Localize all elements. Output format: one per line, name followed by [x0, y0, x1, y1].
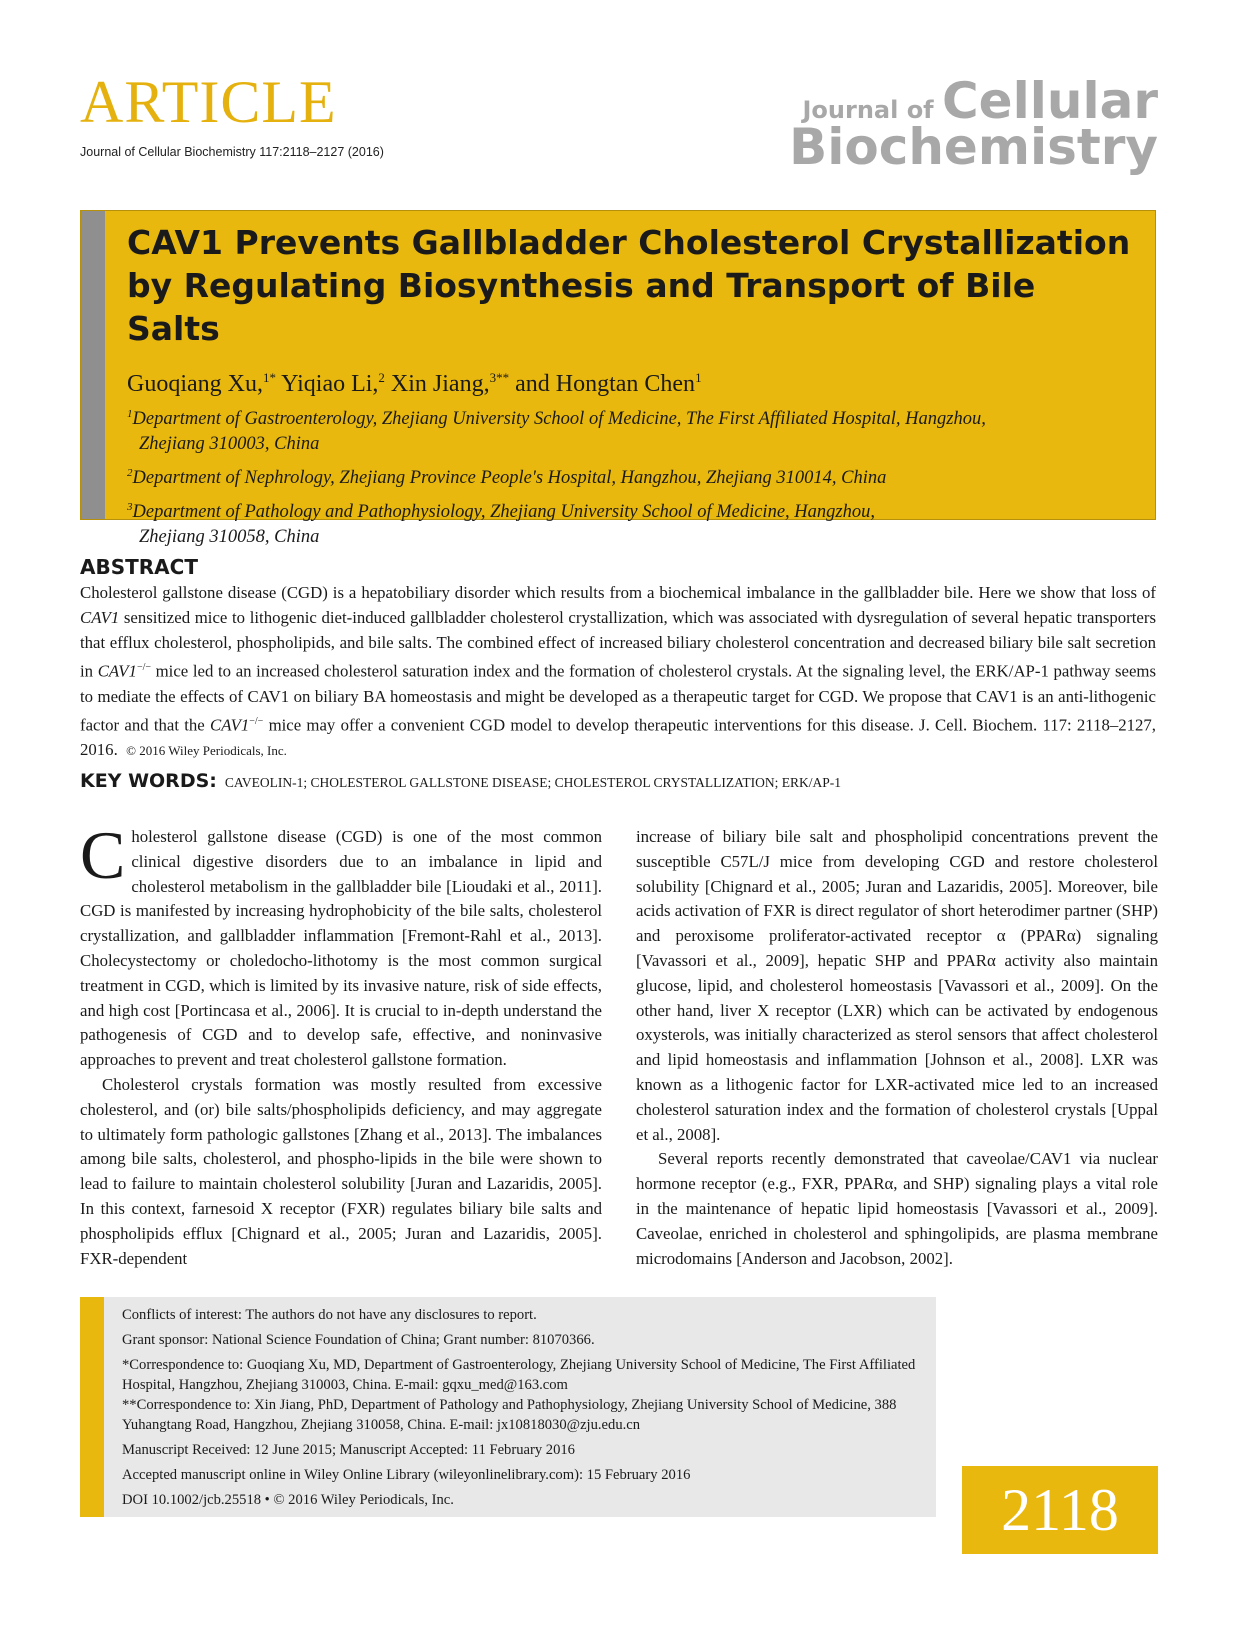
paper-title: CAV1 Prevents Gallbladder Cholesterol Crystallization by Regulating Biosynthesis and Transport of Bile Salts	[127, 223, 1131, 348]
affiliation-number: 3	[127, 501, 133, 514]
grant-note: Grant sponsor: National Science Foundation of China; Grant number: 81070366.	[122, 1332, 595, 1348]
affiliation-1	[127, 402, 1135, 457]
author-affil-marker: 1*	[262, 370, 276, 385]
doi-line: DOI 10.1002/jcb.25518 • © 2016 Wiley Periodicals, Inc.	[122, 1492, 454, 1508]
body-paragraph: increase of biliary bile salt and phospholipid concentrations prevent the susceptible C57L/J mice from developing CGD and restore cholesterol solubility [Chignard et al., 2005; Juran and Lazaridis, 2005]. Moreover, bile acids activation of FXR is direct regulator of short heterodimer partner (SHP) and peroxisome proliferator-activated receptor α (PPARα) signaling [Vavassori et al., 2009], hepatic SHP and PPARα activity also maintain glucose, lipid, and cholesterol homeostasis [Vavassori et al., 2009]. On the other hand, liver X receptor (LXR) which can be activated by endogenous oxysterols, was initially characterized as sterol sensors that affect cholesterol and lipid homeostasis and inflammation [Johnson et al., 2008]. LXR was known as a lithogenic factor for LXR-activated mice led to an increased cholesterol saturation index and the formation of cholesterol crystals [Uppal et al., 2008].	[636, 827, 1158, 1144]
paragraph-text: holesterol gallstone disease (CGD) is one of the most common clinical digestive disorders due to an imbalance in lipid and cholesterol metabolism in the gallbladder bile [Lioudaki et al., 2011]. CGD is manifested by increasing hydrophobicity of the bile salts, cholesterol crystallization, and gallbladder inflammation [Fremont-Rahl et al., 2013]. Cholecystectomy or choledocho-lithotomy is the most common surgical treatment in CGD, which is limited by its invasive nature, risk of side effects, and high cost [Portincasa et al., 2006]. It is crucial to in-depth understand the pathogenesis of CGD and to develop safe, effective, and noninvasive approaches to prevent and treat cholesterol gallstone formation.	[80, 827, 602, 1070]
affiliation-text: Department of Pathology and Pathophysiology, Zhejiang University School of Medicine, Hangzhou,	[132, 502, 875, 523]
abstract-segment: mice led to an increased cholesterol saturation index and the formation of cholesterol crystals. At the signaling level, the ERK/AP-1 pathway seems to mediate the effects of CAV1 on biliary BA homeostasis and might be developed as a therapeutic target for CGD. We propose that CAV1 is an anti-lithogenic factor and that the	[80, 661, 1156, 735]
keywords-value: CAVEOLIN-1; CHOLESTEROL GALLSTONE DISEASE; CHOLESTEROL CRYSTALLIZATION; ERK/AP-1	[224, 775, 842, 790]
footnote-strip	[80, 1297, 104, 1517]
gene-name: CAV1	[80, 608, 120, 627]
conflicts-note: Conflicts of interest: The authors do not have any disclosures to report.	[122, 1307, 537, 1323]
title-block-strip	[81, 211, 105, 519]
logo-cellular: Cellular	[941, 72, 1158, 130]
body-paragraph: Several reports recently demonstrated that caveolae/CAV1 via nuclear hormone receptor (e.g., FXR, PPARα, and SHP) signaling plays a vital role in the maintenance of hepatic lipid homeostasis [Vavassori et al., 2009]. Caveolae, enriched in cholesterol and sphingolipids, are plasma membrane microdomains [Anderson and Jacobson, 2002].	[636, 1149, 1158, 1268]
abstract-segment: sensitized mice to lithogenic diet-induced gallbladder cholesterol crystallization, which was associated with dysregulation of several hepatic transporters that efflux cholesterol, phospholipids, and bile salts. The combined effect of increased biliary cholesterol concentration and decreased biliary bile salt secretion in	[80, 608, 1156, 681]
gene-name: CAV1	[210, 715, 250, 735]
abstract-text	[80, 580, 1156, 763]
author-name: and Hongtan Chen	[509, 371, 696, 397]
author-affil-marker: 1	[695, 370, 702, 385]
affiliation-3	[127, 495, 1135, 550]
logo-biochemistry: Biochemistry	[789, 118, 1158, 176]
title-block	[80, 210, 1156, 548]
manuscript-dates: Manuscript Received: 12 June 2015; Manuscript Accepted: 11 February 2016	[122, 1442, 575, 1458]
author-affil-marker: 3**	[489, 370, 510, 385]
logo-journal-of: Journal of	[802, 96, 934, 124]
footnote-box	[80, 1297, 936, 1517]
page-number: 2118	[962, 1466, 1158, 1554]
author-name: Yiqiao Li,	[275, 371, 379, 397]
affiliation-text-cont: Zhejiang 310058, China	[139, 527, 320, 548]
drop-cap: C	[80, 817, 126, 893]
correspondence-1: *Correspondence to: Guoqiang Xu, MD, Department of Gastroenterology, Zhejiang University School of Medicine, The First Affiliated Hospital, Hangzhou, Zhejiang 310003, China. E-mail: gqxu_med@163.com	[122, 1357, 916, 1393]
author-name: Xin Jiang,	[384, 371, 490, 397]
article-label: ARTICLE	[80, 69, 337, 135]
abstract-heading: ABSTRACT	[80, 555, 198, 579]
abstract-copyright: © 2016 Wiley Periodicals, Inc.	[126, 743, 287, 759]
knockout-superscript: −/−	[136, 662, 151, 673]
knockout-superscript: −/−	[249, 715, 264, 727]
journal-logo	[789, 72, 1158, 176]
abstract-segment: Cholesterol gallstone disease (CGD) is a hepatobiliary disorder which results from a biochemical imbalance in the gallbladder bile. Here we show that loss of	[80, 583, 1156, 602]
keywords-heading: KEY WORDS:	[80, 770, 217, 792]
body-column-right	[636, 825, 1158, 1271]
affiliation-text-cont: Zhejiang 310003, China	[139, 434, 320, 455]
author-list	[127, 370, 1135, 398]
author-name: Guoqiang Xu,	[127, 371, 263, 397]
body-column-left	[80, 817, 602, 1271]
body-paragraph: Cholesterol crystals formation was mostly resulted from excessive cholesterol, and (or) bile salts/phospholipids deficiency, and may aggregate to ultimately form pathologic gallstones [Zhang et al., 2013]. The imbalances among bile salts, cholesterol, and phospho-lipids in the bile were shown to lead to failure to maintain cholesterol solubility [Juran and Lazaridis, 2005]. In this context, farnesoid X receptor (FXR) regulates biliary bile salts and phospholipids efflux [Chignard et al., 2005; Juran and Lazaridis, 2005]. FXR-dependent	[80, 1074, 602, 1268]
keywords	[80, 770, 841, 792]
correspondence-2: **Correspondence to: Xin Jiang, PhD, Department of Pathology and Pathophysiology, Zhejiang University School of Medicine, 388 Yuhangtang Road, Hangzhou, Zhejiang 310058, China. E-mail: jx10818030@zju.edu.cn	[122, 1397, 897, 1433]
affiliation-text: Department of Nephrology, Zhejiang Province People's Hospital, Hangzhou, Zhejiang 310014, China	[132, 468, 887, 489]
abstract-segment: mice may offer a convenient CGD model to develop therapeutic interventions for this disease. J. Cell. Biochem. 117: 2118–2127, 2016.	[80, 715, 1157, 760]
journal-citation: Journal of Cellular Biochemistry 117:2118–2127 (2016)	[80, 145, 384, 159]
affiliation-text: Department of Gastroenterology, Zhejiang University School of Medicine, The First Affiliated Hospital, Hangzhou,	[132, 409, 986, 430]
body-paragraph	[80, 817, 602, 1073]
online-date: Accepted manuscript online in Wiley Online Library (wileyonlinelibrary.com): 15 February 2016	[122, 1467, 691, 1483]
gene-name: CAV1	[97, 661, 137, 681]
affiliation-number: 2	[127, 467, 133, 480]
affiliation-2	[127, 461, 1135, 491]
author-affil-marker: 2	[378, 370, 385, 385]
affiliation-number: 1	[127, 408, 133, 420]
